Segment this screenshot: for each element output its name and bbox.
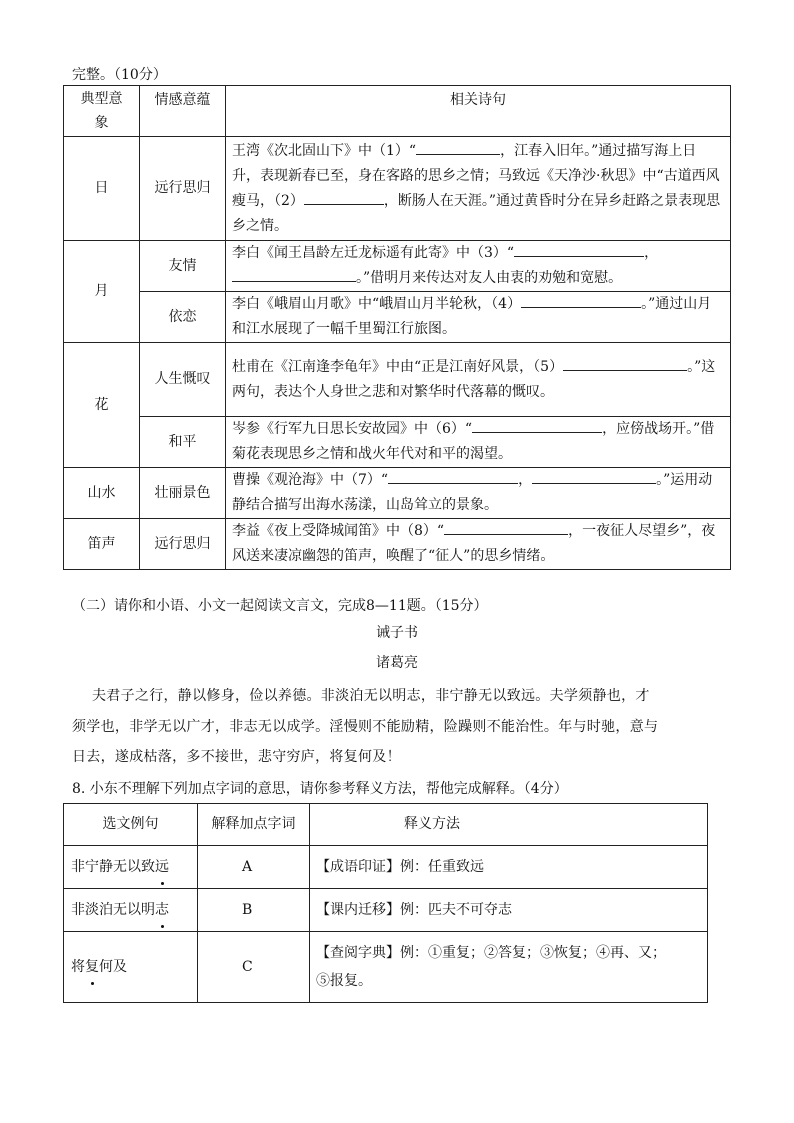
method-cell: 【课内迁移】例：匹夫不可夺志: [310, 889, 708, 932]
table-row: [64, 292, 731, 343]
table-row: [64, 137, 731, 241]
table-row: [64, 846, 708, 889]
poem-table: [63, 85, 731, 570]
lines-cell: 曹操《观沧海》中（7）“ ， 。”运用动静结合描写出海水荡漾，山岛耸立的景象。: [226, 468, 731, 519]
image-cell: 日: [64, 137, 140, 241]
table-row: [64, 519, 731, 570]
question-8: 8. 小东不理解下列加点字词的意思，请你参考释义方法，帮他完成解释。（4分）: [72, 781, 568, 797]
lines-cell: 李白《峨眉山月歌》中“峨眉山月半轮秋，（4） 。”通过山月和江水展现了一幅千里蜀江行旅图。: [226, 292, 731, 343]
image-cell: 月: [64, 241, 140, 343]
section2-intro: （二）请你和小语、小文一起阅读文言文，完成8—11题。（15分）: [72, 598, 488, 614]
prev-question-tail: 完整。（10分）: [72, 67, 167, 83]
answer-cell[interactable]: C: [198, 932, 310, 1003]
header-emotion: 情感意蕴: [140, 86, 226, 137]
lines-cell: 李益《夜上受降城闻笛》中（8）“ ，一夜征人尽望乡”，夜风送来凄凉幽怨的笛声，唤醒了“征人”的思乡情绪。: [226, 519, 731, 570]
answer-blank-5[interactable]: [563, 356, 687, 371]
answer-blank-3a[interactable]: [514, 242, 644, 257]
emotion-cell: 远行思归: [140, 519, 226, 570]
answer-blank-3b[interactable]: [232, 267, 356, 282]
answer-cell[interactable]: A: [198, 846, 310, 889]
answer-blank-4[interactable]: [521, 293, 641, 308]
emotion-cell: 人生慨叹: [140, 343, 226, 417]
emotion-cell: 和平: [140, 417, 226, 468]
article-paragraph-line: 日去，遂成枯落，多不接世，悲守穷庐，将复何及！: [72, 749, 401, 765]
table-row: [64, 417, 731, 468]
image-cell: 花: [64, 343, 140, 468]
answer-blank-6[interactable]: [472, 418, 602, 433]
dotted-char: 复: [85, 955, 99, 980]
emotion-cell: 友情: [140, 241, 226, 292]
article-title: 诫子书: [376, 625, 418, 641]
emotion-cell: 远行思归: [140, 137, 226, 241]
sentence-cell: 非淡泊无以明志: [64, 889, 198, 932]
lines-cell: 王湾《次北固山下》中（1）“ ，江春入旧年。”通过描写海上日升，表现新春已至，身在客路的思乡之情；马致远《天净沙·秋思》中“古道西风瘦马，（2） ，断肠人在天涯。”通过黄昏时分在异乡赶路之景表现思乡之情。: [226, 137, 731, 241]
article-paragraph-line: 夫君子之行，静以修身，俭以养德。非淡泊无以明志，非宁静无以致远。夫学须静也，才: [92, 688, 650, 704]
header-explain: 解释加点字词: [198, 804, 310, 846]
emotion-cell: 依恋: [140, 292, 226, 343]
article-author: 诸葛亮: [376, 655, 418, 671]
answer-blank-7a[interactable]: [388, 469, 518, 484]
answer-blank-1[interactable]: [416, 140, 500, 155]
poem-table-header: [64, 86, 731, 137]
table-row: [64, 468, 731, 519]
table-row: [64, 932, 708, 1003]
q8-table-header: [64, 804, 708, 846]
method-cell: 【成语印证】例：任重致远: [310, 846, 708, 889]
image-cell: 笛声: [64, 519, 140, 570]
header-lines: 相关诗句: [226, 86, 731, 137]
answer-cell[interactable]: B: [198, 889, 310, 932]
lines-cell: 杜甫在《江南逢李龟年》中由“正是江南好风景，（5） 。”这两句，表达个人身世之悲和对繁华时代落幕的慨叹。: [226, 343, 731, 417]
answer-blank-8[interactable]: [444, 520, 568, 535]
q8-table: [63, 803, 708, 1003]
header-image: 典型意象: [64, 86, 140, 137]
emotion-cell: 壮丽景色: [140, 468, 226, 519]
method-cell: 【查阅字典】例：①重复；②答复；③恢复；④再、又； ⑤报复。: [310, 932, 708, 1003]
answer-blank-7b[interactable]: [532, 469, 656, 484]
table-row: [64, 343, 731, 417]
sentence-cell: 非宁静无以致远: [64, 846, 198, 889]
lines-cell: 岑参《行军九日思长安故园》中（6）“ ，应傍战场开。”借菊花表现思乡之情和战火年代对和平的渴望。: [226, 417, 731, 468]
header-method: 释义方法: [310, 804, 708, 846]
table-row: [64, 241, 731, 292]
lines-cell: 李白《闻王昌龄左迁龙标遥有此寄》中（3）“ ，。”借明月来传达对友人由衷的劝勉和宽慰。: [226, 241, 731, 292]
image-cell: 山水: [64, 468, 140, 519]
answer-blank-2[interactable]: [304, 190, 384, 205]
table-row: [64, 889, 708, 932]
dotted-char: 志: [155, 898, 169, 923]
article-paragraph-line: 须学也，非学无以广才，非志无以成学。淫慢则不能励精，险躁则不能治性。年与时驰，意与: [72, 719, 659, 735]
sentence-cell: 将复何及: [64, 932, 198, 1003]
header-sentence: 选文例句: [64, 804, 198, 846]
dotted-char: 远: [155, 855, 169, 880]
